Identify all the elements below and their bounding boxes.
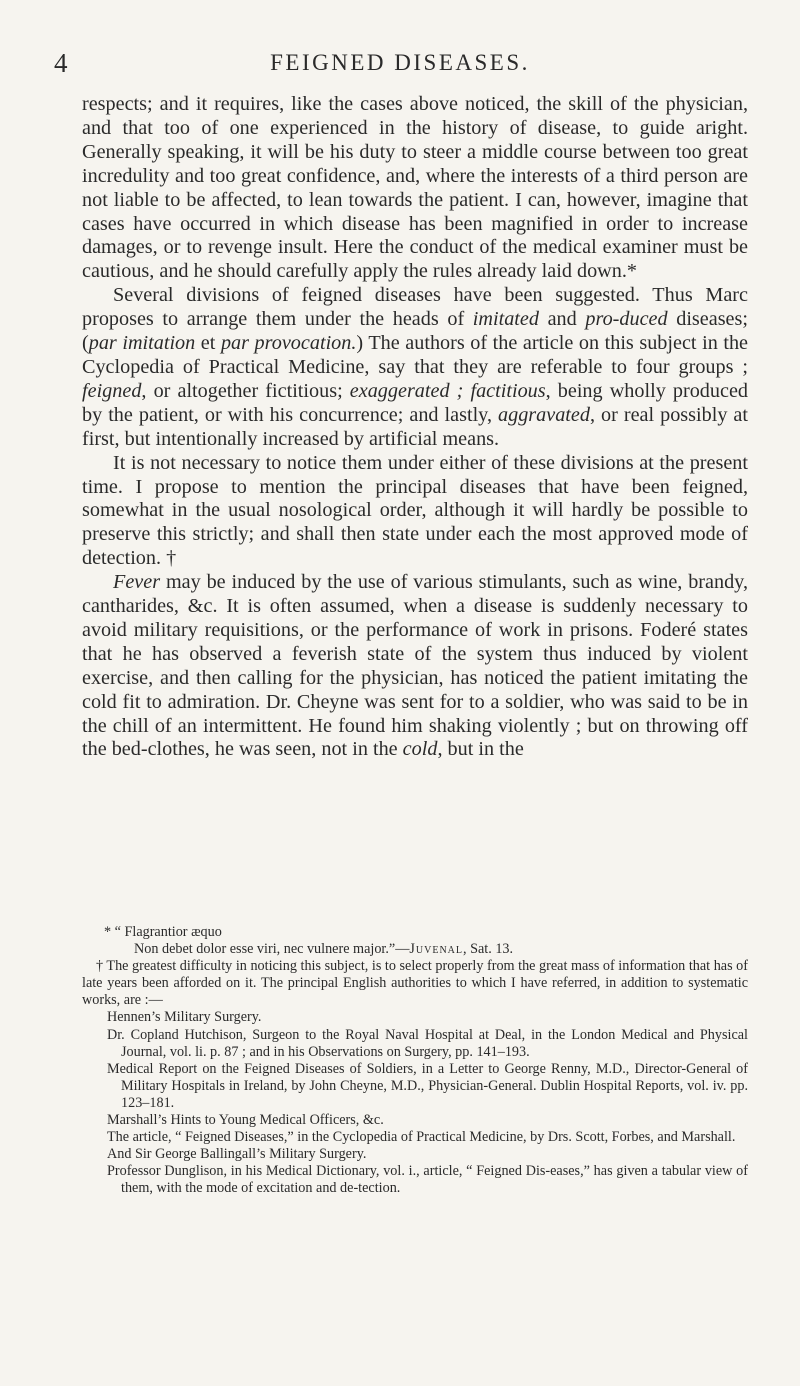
text-run: et	[195, 332, 221, 355]
quote-text: Non debet dolor esse viri, nec vulnere major.”	[134, 941, 396, 958]
text-run: , being wholly produced by the patient, or with his concurrence; and lastly,	[82, 379, 749, 426]
paragraph-divisions	[82, 284, 748, 451]
reference-item: The article, “ Feigned Diseases,” in the Cyclopedia of Practical Medicine, by Drs. Scott, Forbes, and Marshall.	[107, 1129, 736, 1146]
main-text	[82, 93, 748, 762]
text-run: Several divisions of feigned diseases have been suggested. Thus Marc proposes to arrange them under the heads of	[82, 284, 748, 331]
reference-item: Medical Report on the Feigned Diseases of Soldiers, in a Letter to George Renny, M.D., Director-General of Military Hospitals in Ireland, by John Cheyne, M.D., Physician-General. Dublin Hospital Reports, vol. iv. pp. 123–181.	[107, 1060, 748, 1111]
quote-reference: , Sat. 13.	[463, 941, 514, 958]
paragraph-fever	[82, 571, 748, 762]
text-run: diseases; (	[82, 308, 748, 355]
text-run: , or real possibly at first, but intentionally increased by artificial means.	[82, 403, 748, 450]
paragraph-continued: respects; and it requires, like the cases above noticed, the skill of the physician, and that too of one experienced in the history of disease, to guide aright. Generally speaking, it will be his duty to steer a middle course between too great incredulity and too great confidence, and, where the interests of a third person are not liable to be affected, to lean towards the patient. I can, however, imagine that cases have occurred in which disease has been magnified in order to increase damages, or to revenge insult. Here the conduct of the medical examiner must be cautious, and he should carefully apply the rules already laid down.*	[82, 93, 748, 283]
italic-term: exaggerated ; factitious	[349, 379, 546, 402]
italic-heading-fever: Fever	[113, 571, 161, 594]
italic-term: pro-duced	[585, 308, 668, 331]
footnote-dagger: † The greatest difficulty in noticing this subject, is to select properly from the great mass of information that has of late years been afforded on it. The principal English authorities to which I have referred, in addition to systematic works, are :—	[82, 958, 748, 1009]
reference-item: Professor Dunglison, in his Medical Dictionary, vol. i., article, “ Feigned Dis-eases,” has given a tabular view of them, with the mode of excitation and de-tection.	[107, 1163, 748, 1197]
text-run: and	[538, 308, 586, 331]
text-run: ) The authors of the article on this subject in the Cyclopedia of Practical Medicine, say that they are referable to four groups ;	[82, 332, 749, 378]
italic-term: aggravated	[498, 403, 590, 426]
reference-item: Dr. Copland Hutchison, Surgeon to the Royal Naval Hospital at Deal, in the London Medical and Physical Journal, vol. li. p. 87 ; and in his Observations on Surgery, pp. 141–193.	[107, 1026, 748, 1060]
italic-term: par imitation	[88, 332, 196, 355]
quote-text: “ Flagrantior æquo	[114, 924, 222, 940]
footnote-mark: *	[104, 924, 112, 940]
page-number: 4	[54, 48, 68, 78]
running-title: FEIGNED DISEASES.	[270, 50, 530, 75]
text-run: , or altogether fictitious;	[141, 379, 350, 402]
paragraph-order: It is not necessary to notice them under either of these divisions at the present time. I propose to mention the principal diseases that have been feigned, somewhat in the usual nosological order, although it will hardly be possible to preserve this strictly; and shall then state under each the most approved mode of detection. †	[82, 451, 748, 570]
quote-author: Juvenal	[409, 941, 464, 958]
footnote-star-line1	[82, 924, 748, 941]
footnote-star-line2	[82, 941, 748, 958]
italic-term: imitated	[472, 308, 539, 331]
italic-term: cold	[402, 738, 438, 761]
italic-term: feigned	[82, 379, 142, 402]
reference-item: And Sir George Ballingall’s Military Surgery.	[107, 1146, 367, 1163]
page-header	[54, 48, 746, 88]
text-run: may be induced by the use of various stimulants, such as wine, brandy, cantharides, &c. It is often assumed, when a disease is suddenly necessary to avoid military requisitions, or the performance of work in prisons. Foderé states that he has observed a feverish state of the system thus induced by violent exercise, and then calling for the physician, has noticed the patient imitating the cold fit to admiration. Dr. Cheyne was sent for to a soldier, who was said to be in the chill of an intermittent. He found him shaking violently ; but on throwing off the bed-clothes, he was seen, not in the	[82, 571, 748, 761]
quote-dash: —	[395, 941, 410, 958]
italic-term: par provocation.	[220, 332, 357, 355]
reference-item: Marshall’s Hints to Young Medical Officers, &c.	[107, 1112, 384, 1129]
reference-item: Hennen’s Military Surgery.	[107, 1009, 262, 1026]
text-run: , but in the	[437, 738, 524, 761]
footnotes	[82, 924, 748, 1198]
